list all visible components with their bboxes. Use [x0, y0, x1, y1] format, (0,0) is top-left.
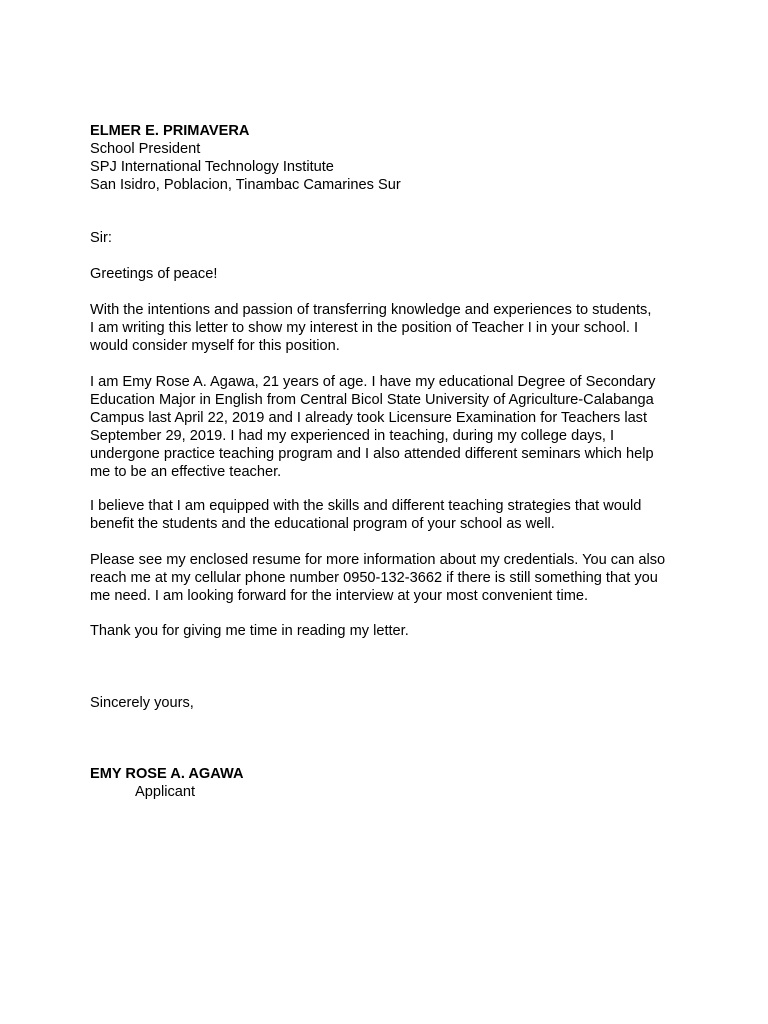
paragraph-line: I am writing this letter to show my interest in the position of Teacher I in your school. I [90, 320, 639, 336]
paragraph-line: would consider myself for this position. [90, 338, 340, 354]
salutation-text: Sir: [90, 230, 112, 246]
closing [90, 694, 710, 712]
paragraph-line: benefit the students and the educational program of your school as well. [90, 516, 555, 532]
recipient-block [90, 122, 710, 194]
greeting-text: Greetings of peace! [90, 266, 218, 282]
paragraph-skills [90, 497, 710, 533]
paragraph-line: I believe that I am equipped with the skills and different teaching strategies that would [90, 498, 642, 514]
paragraph-contact [90, 551, 710, 605]
paragraph-line: Campus last April 22, 2019 and I already took Licensure Examination for Teachers last [90, 410, 648, 426]
paragraph-line: undergone practice teaching program and I also attended different seminars which help [90, 446, 654, 462]
greeting [90, 265, 710, 283]
paragraph-line: With the intentions and passion of transferring knowledge and experiences to students, [90, 302, 652, 318]
paragraph-line: me to be an effective teacher. [90, 464, 282, 480]
recipient-name: ELMER E. PRIMAVERA [90, 123, 250, 139]
signature-block [90, 765, 710, 801]
signature-name: EMY ROSE A. AGAWA [90, 766, 244, 782]
paragraph-line: reach me at my cellular phone number 0950-132-3662 if there is still something that you [90, 570, 658, 586]
recipient-institution: SPJ International Technology Institute [90, 159, 334, 175]
closing-text: Sincerely yours, [90, 695, 194, 711]
signature-role: Applicant [135, 784, 196, 800]
recipient-title: School President [90, 141, 201, 157]
paragraph-line: me need. I am looking forward for the interview at your most convenient time. [90, 588, 589, 604]
salutation [90, 229, 710, 247]
paragraph-background [90, 373, 710, 481]
paragraph-thanks [90, 622, 710, 640]
paragraph-intent [90, 301, 710, 355]
paragraph-line: Education Major in English from Central Bicol State University of Agriculture-Calabanga [90, 392, 654, 408]
paragraph-line: Thank you for giving me time in reading my letter. [90, 623, 409, 639]
paragraph-line: September 29, 2019. I had my experienced in teaching, during my college days, I [90, 428, 615, 444]
paragraph-line: Please see my enclosed resume for more information about my credentials. You can also [90, 552, 666, 568]
paragraph-line: I am Emy Rose A. Agawa, 21 years of age. I have my educational Degree of Secondary [90, 374, 656, 390]
recipient-address: San Isidro, Poblacion, Tinambac Camarines Sur [90, 177, 401, 193]
